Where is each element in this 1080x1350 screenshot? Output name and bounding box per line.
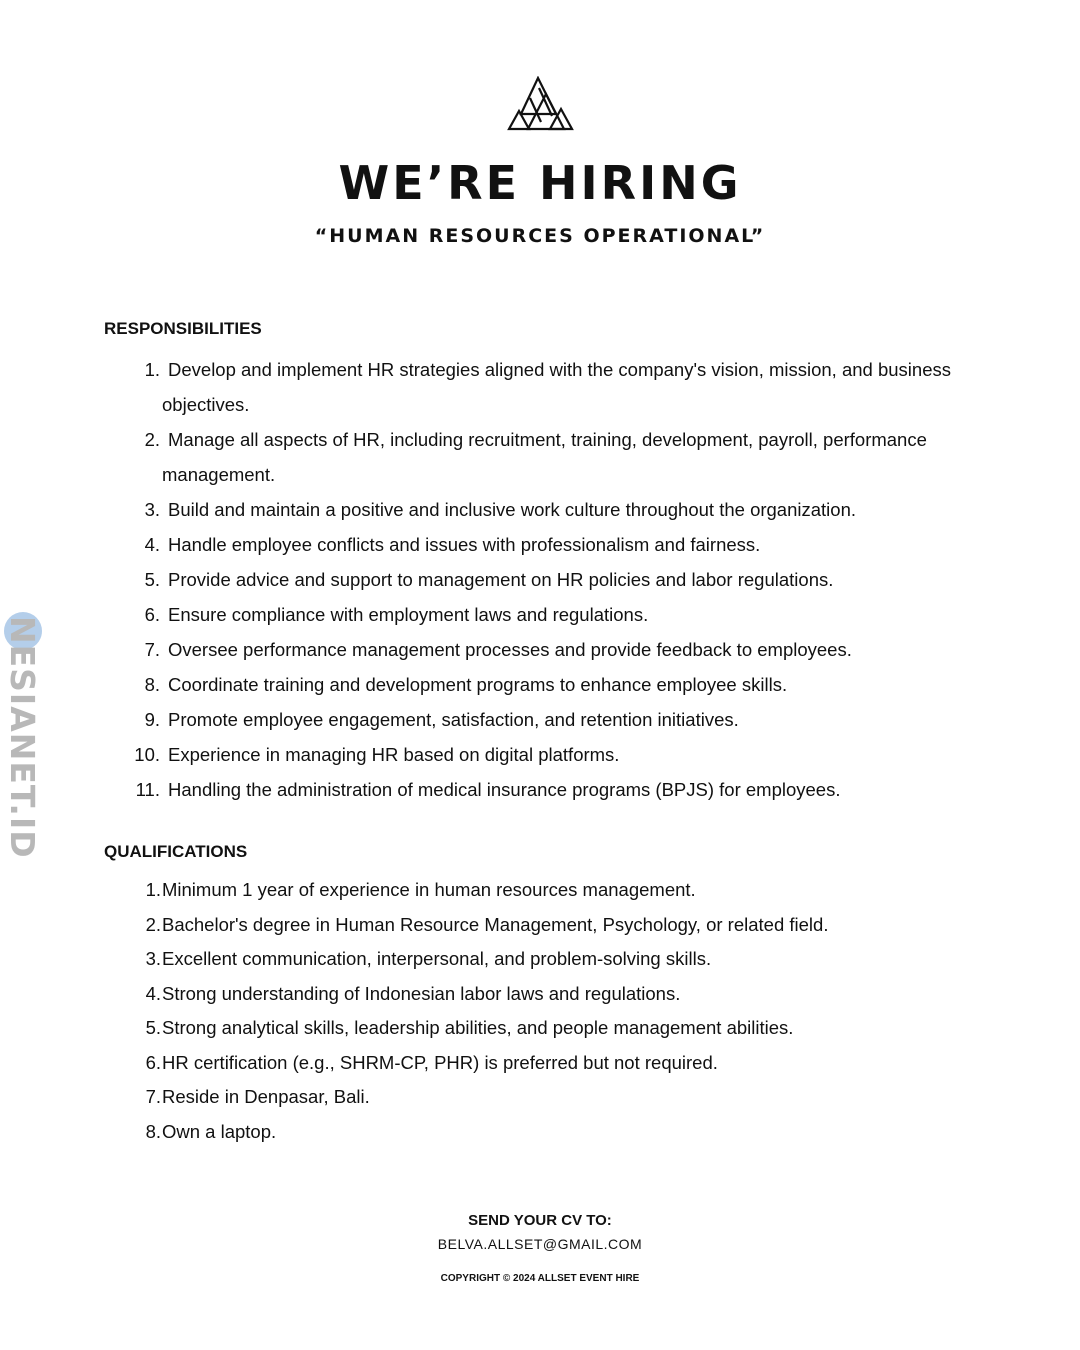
qualification-item — [140, 977, 960, 1012]
list-item-text: Own a laptop. — [162, 1120, 277, 1142]
list-item-number: 2. — [144, 429, 160, 450]
page-title: WE’RE HIRING — [338, 156, 742, 210]
qualification-item — [140, 942, 960, 977]
list-item-number: 1. — [144, 359, 160, 380]
list-item-text: Ensure compliance with employment laws and regulations. — [168, 604, 649, 625]
list-item-text: Minimum 1 year of experience in human resources management. — [162, 879, 696, 900]
copyright-text: COPYRIGHT © 2024 ALLSET EVENT HIRE — [440, 1273, 640, 1284]
list-item-number: 7. — [145, 1086, 161, 1107]
list-item-text: Coordinate training and development programs to enhance employee skills. — [168, 674, 788, 695]
list-item-number: 3. — [144, 499, 160, 520]
qualification-item — [140, 908, 960, 943]
list-item-number: 11. — [135, 779, 160, 800]
qualification-item — [140, 1046, 960, 1081]
list-item-number: 7. — [144, 639, 160, 660]
list-item-number: 4. — [145, 982, 161, 1004]
responsibility-item — [130, 352, 970, 422]
list-item-text: Excellent communication, interpersonal, and problem-solving skills. — [162, 948, 712, 969]
qualification-item — [140, 1011, 960, 1046]
responsibility-item — [130, 702, 970, 737]
qualifications-heading: QUALIFICATIONS — [104, 842, 248, 861]
list-item-text: Handling the administration of medical insurance programs (BPJS) for employees. — [168, 779, 841, 800]
list-item-text: Strong understanding of Indonesian labor laws and regulations. — [162, 982, 681, 1004]
mountain-logo-icon — [506, 76, 574, 132]
responsibility-item — [130, 527, 970, 562]
list-item-text: Manage all aspects of HR, including recruitment, training, development, payroll, performance management. — [162, 429, 927, 485]
responsibility-item — [130, 667, 970, 702]
qualification-item — [140, 1080, 960, 1115]
responsibility-item — [130, 632, 970, 667]
list-item-text: Develop and implement HR strategies aligned with the company's vision, mission, and business objectives. — [162, 359, 951, 415]
list-item-number: 4. — [144, 534, 160, 555]
list-item-number: 2. — [145, 913, 161, 935]
list-item-text: Handle employee conflicts and issues with professionalism and fairness. — [168, 534, 761, 555]
responsibility-item — [130, 597, 970, 632]
responsibility-item — [130, 737, 970, 772]
list-item-text: Bachelor's degree in Human Resource Management, Psychology, or related field. — [162, 913, 829, 935]
responsibilities-list — [130, 352, 970, 807]
responsibility-item — [130, 492, 970, 527]
send-cv-label: SEND YOUR CV TO: — [468, 1212, 612, 1229]
job-title: “HUMAN RESOURCES OPERATIONAL” — [314, 225, 766, 247]
list-item-number: 8. — [145, 1120, 161, 1142]
list-item-text: Build and maintain a positive and inclusive work culture throughout the organization. — [168, 499, 856, 520]
contact-email[interactable]: BELVA.ALLSET@GMAIL.COM — [437, 1236, 643, 1252]
qualification-item — [140, 1115, 960, 1150]
watermark — [4, 612, 44, 857]
list-item-number: 6. — [144, 604, 160, 625]
list-item-number: 3. — [145, 948, 161, 969]
list-item-number: 1. — [145, 879, 161, 900]
list-item-text: HR certification (e.g., SHRM-CP, PHR) is preferred but not required. — [162, 1051, 718, 1073]
list-item-text: Promote employee engagement, satisfaction, and retention initiatives. — [168, 709, 739, 730]
list-item-number: 10. — [134, 744, 160, 765]
qualification-item — [140, 873, 960, 908]
list-item-text: Experience in managing HR based on digital platforms. — [168, 744, 620, 765]
list-item-number: 9. — [144, 709, 160, 730]
list-item-text: Strong analytical skills, leadership abilities, and people management abilities. — [162, 1017, 794, 1038]
list-item-text: Oversee performance management processes and provide feedback to employees. — [168, 639, 852, 660]
watermark-text: NESIANET.ID — [3, 616, 42, 859]
list-item-text: Reside in Denpasar, Bali. — [162, 1086, 370, 1107]
qualifications-list — [140, 873, 960, 1149]
responsibility-item — [130, 562, 970, 597]
list-item-number: 8. — [144, 674, 160, 695]
list-item-number: 5. — [145, 1017, 161, 1038]
responsibility-item — [130, 422, 970, 492]
list-item-number: 5. — [144, 569, 160, 590]
responsibility-item — [130, 772, 970, 807]
responsibilities-heading: RESPONSIBILITIES — [104, 319, 262, 338]
list-item-number: 6. — [145, 1051, 161, 1073]
list-item-text: Provide advice and support to management on HR policies and labor regulations. — [168, 569, 834, 590]
